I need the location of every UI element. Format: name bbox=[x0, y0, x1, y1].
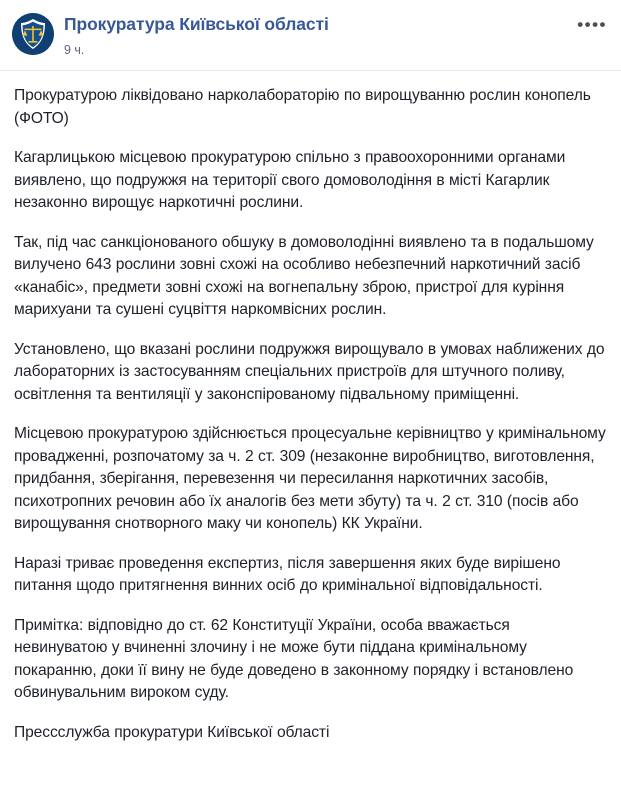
ellipsis-horizontal-icon: •••• bbox=[577, 14, 607, 34]
post-body bbox=[0, 71, 621, 754]
page-name-link[interactable]: Прокуратура Київської області bbox=[64, 14, 329, 34]
post-paragraph: Прокуратурою ліквідовано наркoлабораторію по вирощуванню рослин конопель (ФОТО) bbox=[14, 87, 591, 127]
post-paragraph: Прессслужба прокуратури Київської області bbox=[14, 723, 330, 741]
post-paragraph: Так, під час санкціонованого обшуку в домоволодінні виявлено та в подальшому вилучено 643 рослини зовні схожі на особливо небезпечний наркотичний засіб «канабіс», предмети зовні схожі на вогнепальну зброю, пристрої для куріння марихуани та сушені суцвіття наркомвісних рослин. bbox=[14, 233, 594, 318]
post-paragraph: Установлено, що вказані рослини подружжя вирощувало в умовах наближених до лабораторних із застосуванням спеціальних пристроїв для штучного поливу, освітлення та вентиляції у законспірованому підвальному приміщенні. bbox=[14, 340, 605, 403]
post-timestamp[interactable]: 9 ч. bbox=[64, 43, 85, 57]
post-paragraph: Наразі триває проведення експертиз, після завершення яких буде вирішено питання щодо притягнення винних осіб до кримінальної відповідальності. bbox=[14, 554, 561, 594]
post-paragraph: Місцевою прокуратурою здійснюється процесуальне керівництво у кримінальному провадженні, розпочатому за ч. 2 ст. 309 (незаконне виробництво, виготовлення, придбання, зберігання, перевезення чи пересилання наркотичних засобів, психотропних речовин або їх аналогів без мети збуту) та ч. 2 ст. 310 (посів або вирощування снотворного маку чи конопель) КК України. bbox=[14, 425, 606, 532]
post-header bbox=[0, 0, 621, 59]
header-text bbox=[64, 12, 609, 59]
post-paragraph: Кагарлицькою місцевою прокуратурою спільно з правоохоронними органами виявлено, що подружжя на території свого домоволодіння в місті Кагарлик незаконно вирощує наркотичні рослини. bbox=[14, 149, 566, 211]
avatar[interactable] bbox=[12, 13, 54, 55]
post-options-button[interactable] bbox=[579, 14, 607, 34]
post-paragraph: Примітка: відповідно до ст. 62 Конституції України, особа вважається невинуватою у вчиненні злочину і не може бути піддана кримінальному покаранню, доки її вину не буде доведено в законному порядку і встановлено обвинувальним вироком суду. bbox=[14, 616, 574, 701]
prosecutor-emblem-icon bbox=[12, 13, 54, 55]
